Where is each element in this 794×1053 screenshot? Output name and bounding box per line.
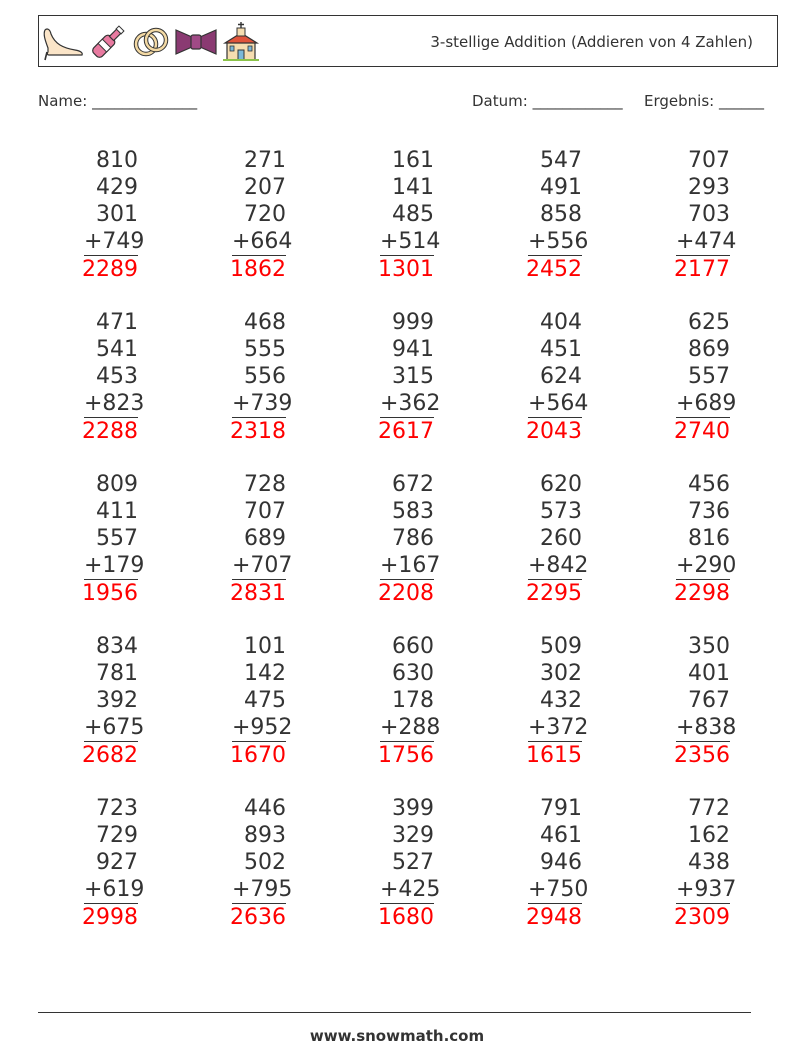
addend: 703 [688, 202, 730, 227]
addition-problem [640, 309, 737, 445]
addend-with-plus: +167 [380, 553, 441, 578]
addend: 271 [244, 148, 286, 173]
addend-with-plus: +664 [232, 229, 293, 254]
addition-problem [344, 147, 441, 283]
answer-sum: 2318 [230, 419, 286, 444]
answer-sum: 2289 [82, 257, 138, 282]
date-field-label: Datum: ____________ [472, 92, 623, 110]
addend: 527 [392, 850, 434, 875]
addend: 941 [392, 337, 434, 362]
addend: 432 [540, 688, 582, 713]
answer-sum: 2617 [378, 419, 434, 444]
addend: 556 [244, 364, 286, 389]
addend: 456 [688, 472, 730, 497]
addend: 736 [688, 499, 730, 524]
answer-sum: 2295 [526, 581, 582, 606]
addend: 624 [540, 364, 582, 389]
addend-with-plus: +179 [84, 553, 145, 578]
addend: 475 [244, 688, 286, 713]
addend: 429 [96, 175, 138, 200]
addend: 729 [96, 823, 138, 848]
addend: 399 [392, 796, 434, 821]
addition-problem [48, 471, 145, 607]
addend: 141 [392, 175, 434, 200]
addend: 541 [96, 337, 138, 362]
answer-sum: 2177 [674, 257, 730, 282]
addend: 767 [688, 688, 730, 713]
answer-sum: 2636 [230, 905, 286, 930]
addend: 162 [688, 823, 730, 848]
addend: 781 [96, 661, 138, 686]
addition-problem [344, 795, 441, 931]
addend: 547 [540, 148, 582, 173]
addend: 707 [688, 148, 730, 173]
addend: 723 [96, 796, 138, 821]
addend: 555 [244, 337, 286, 362]
name-field-label: Name: ______________ [38, 92, 198, 110]
addition-problem [344, 309, 441, 445]
addend: 411 [96, 499, 138, 524]
addition-problem [344, 471, 441, 607]
addend: 869 [688, 337, 730, 362]
score-field-label: Ergebnis: ______ [644, 92, 764, 110]
addition-problem [196, 795, 293, 931]
addend-with-plus: +750 [528, 877, 589, 902]
addend-with-plus: +838 [676, 715, 737, 740]
addend: 573 [540, 499, 582, 524]
addend: 689 [244, 526, 286, 551]
addend: 260 [540, 526, 582, 551]
addend-with-plus: +795 [232, 877, 293, 902]
addend: 438 [688, 850, 730, 875]
addition-problem [640, 633, 737, 769]
addend-with-plus: +749 [84, 229, 145, 254]
addend: 301 [96, 202, 138, 227]
addition-problem [196, 309, 293, 445]
addend-with-plus: +372 [528, 715, 589, 740]
addend-with-plus: +362 [380, 391, 441, 416]
addend: 392 [96, 688, 138, 713]
addition-problem [196, 633, 293, 769]
addend-with-plus: +823 [84, 391, 145, 416]
addend: 404 [540, 310, 582, 335]
addend: 557 [688, 364, 730, 389]
addend-with-plus: +842 [528, 553, 589, 578]
addend: 810 [96, 148, 138, 173]
addend-with-plus: +739 [232, 391, 293, 416]
answer-sum: 1956 [82, 581, 138, 606]
answer-sum: 1615 [526, 743, 582, 768]
addend: 471 [96, 310, 138, 335]
addend: 468 [244, 310, 286, 335]
addend: 491 [540, 175, 582, 200]
addend: 791 [540, 796, 582, 821]
addend: 293 [688, 175, 730, 200]
addend: 772 [688, 796, 730, 821]
answer-sum: 1862 [230, 257, 286, 282]
addend-with-plus: +707 [232, 553, 293, 578]
answer-sum: 2043 [526, 419, 582, 444]
answer-sum: 2452 [526, 257, 582, 282]
answer-sum: 2208 [378, 581, 434, 606]
addend-with-plus: +290 [676, 553, 737, 578]
addend: 728 [244, 472, 286, 497]
addend: 834 [96, 634, 138, 659]
addend-with-plus: +474 [676, 229, 737, 254]
addend: 816 [688, 526, 730, 551]
addend: 329 [392, 823, 434, 848]
answer-sum: 1301 [378, 257, 434, 282]
addition-problem [344, 633, 441, 769]
addend: 161 [392, 148, 434, 173]
addend: 101 [244, 634, 286, 659]
answer-sum: 1670 [230, 743, 286, 768]
addend: 809 [96, 472, 138, 497]
addend-with-plus: +619 [84, 877, 145, 902]
addend-with-plus: +556 [528, 229, 589, 254]
answer-sum: 2682 [82, 743, 138, 768]
answer-sum: 2740 [674, 419, 730, 444]
addend: 927 [96, 850, 138, 875]
answer-sum: 2356 [674, 743, 730, 768]
addend: 583 [392, 499, 434, 524]
addend: 858 [540, 202, 582, 227]
addition-problem [196, 147, 293, 283]
addition-problem [492, 471, 589, 607]
addend: 178 [392, 688, 434, 713]
addend: 660 [392, 634, 434, 659]
addend: 630 [392, 661, 434, 686]
answer-sum: 2309 [674, 905, 730, 930]
addend: 786 [392, 526, 434, 551]
addition-problem [492, 795, 589, 931]
addend: 509 [540, 634, 582, 659]
worksheet-title: 3-stellige Addition (Addieren von 4 Zahlen) [430, 33, 753, 51]
addend: 707 [244, 499, 286, 524]
addend-with-plus: +425 [380, 877, 441, 902]
answer-sum: 2831 [230, 581, 286, 606]
addend: 302 [540, 661, 582, 686]
addition-problem [640, 471, 737, 607]
answer-sum: 2948 [526, 905, 582, 930]
addition-problem [492, 147, 589, 283]
footer-site: www.snowmath.com [309, 1027, 485, 1045]
answer-sum: 1680 [378, 905, 434, 930]
addition-problem [640, 147, 737, 283]
addend-with-plus: +952 [232, 715, 293, 740]
answer-sum: 2288 [82, 419, 138, 444]
answer-sum: 2298 [674, 581, 730, 606]
answer-sum: 1756 [378, 743, 434, 768]
addend: 350 [688, 634, 730, 659]
addend-with-plus: +675 [84, 715, 145, 740]
addend-with-plus: +514 [380, 229, 441, 254]
addend: 401 [688, 661, 730, 686]
addition-problem [48, 795, 145, 931]
addend: 207 [244, 175, 286, 200]
addend: 999 [392, 310, 434, 335]
addition-problem [492, 309, 589, 445]
addend: 502 [244, 850, 286, 875]
addend-with-plus: +689 [676, 391, 737, 416]
addend-with-plus: +564 [528, 391, 589, 416]
addition-problem [48, 309, 145, 445]
addend: 315 [392, 364, 434, 389]
answer-sum: 2998 [82, 905, 138, 930]
addend: 451 [540, 337, 582, 362]
addend: 446 [244, 796, 286, 821]
addend: 453 [96, 364, 138, 389]
addend: 893 [244, 823, 286, 848]
addition-problem [640, 795, 737, 931]
addend: 625 [688, 310, 730, 335]
addend: 946 [540, 850, 582, 875]
addend: 485 [392, 202, 434, 227]
footer-divider [38, 1012, 751, 1013]
addend-with-plus: +937 [676, 877, 737, 902]
addition-problem [196, 471, 293, 607]
addend: 142 [244, 661, 286, 686]
addend: 672 [392, 472, 434, 497]
addend: 461 [540, 823, 582, 848]
addend: 620 [540, 472, 582, 497]
addition-problem [492, 633, 589, 769]
addition-problem [48, 147, 145, 283]
addend: 557 [96, 526, 138, 551]
addend-with-plus: +288 [380, 715, 441, 740]
addend: 720 [244, 202, 286, 227]
addition-problem [48, 633, 145, 769]
